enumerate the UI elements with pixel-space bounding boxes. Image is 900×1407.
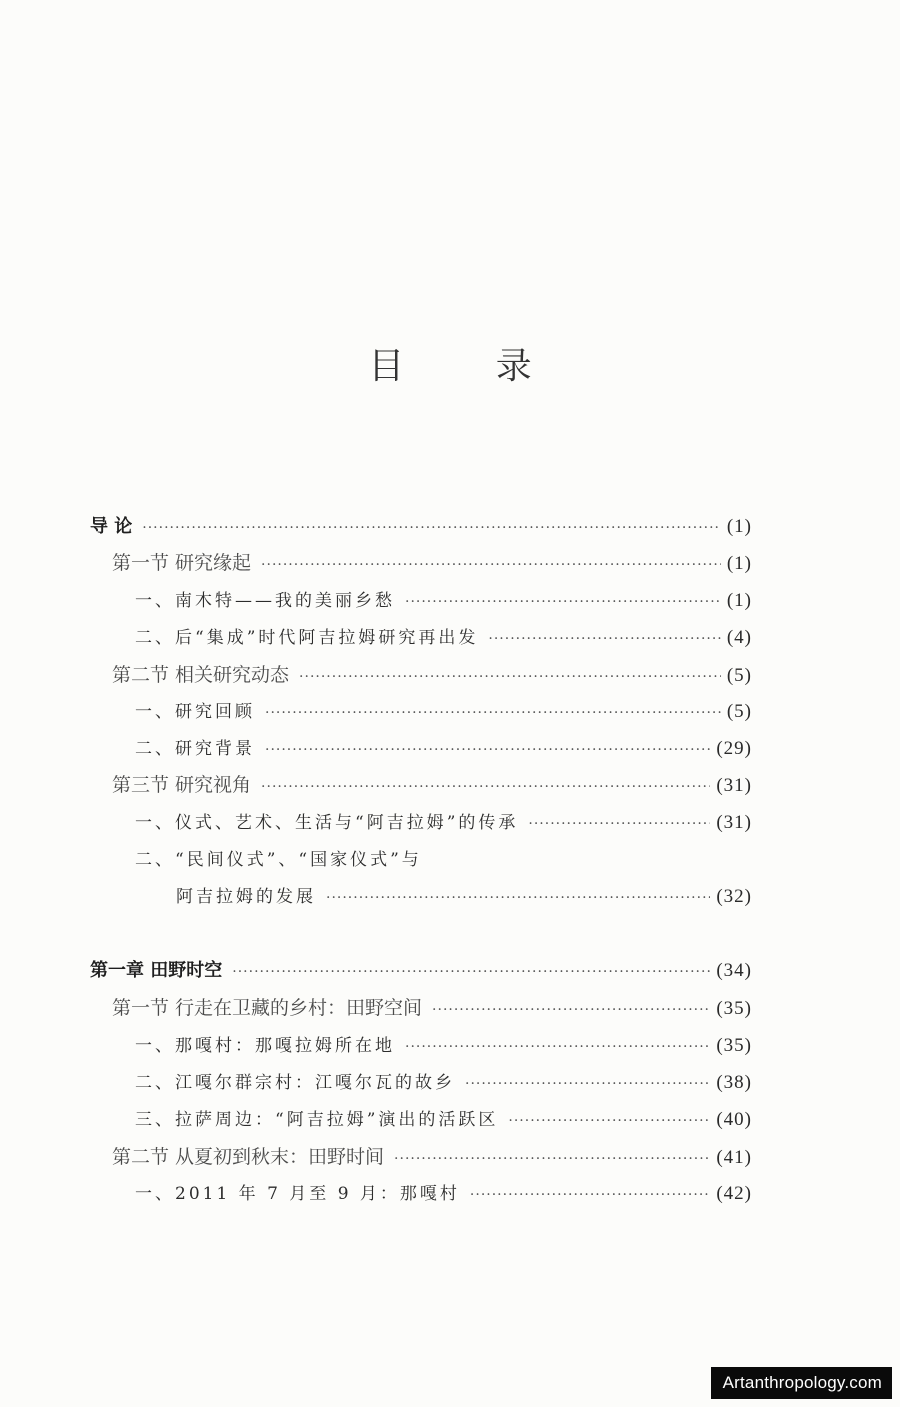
toc-entry[interactable]	[112, 770, 752, 800]
toc-entry[interactable]	[135, 734, 752, 764]
toc-entry[interactable]	[112, 548, 752, 578]
toc-leader	[261, 779, 710, 795]
toc-entry-label: 二、后“集成”时代阿吉拉姆研究再出发	[135, 628, 479, 648]
toc-entry[interactable]	[135, 1179, 752, 1209]
toc-entry-label: 第三节 研究视角	[112, 774, 252, 796]
toc-leader	[232, 964, 710, 980]
toc-entry-label: 一、研究回顾	[135, 702, 255, 722]
toc-entry[interactable]	[135, 623, 752, 653]
toc-entry[interactable]	[176, 882, 752, 912]
toc-page-number: (35)	[716, 1035, 752, 1056]
toc-leader	[265, 705, 721, 721]
toc-leader	[470, 1187, 710, 1203]
toc-page-number: (38)	[716, 1072, 752, 1093]
toc-leader	[405, 594, 721, 610]
toc-leader	[465, 1076, 710, 1092]
toc-entry-label: 导 论	[90, 516, 133, 537]
toc-entry-label: 二、“民间仪式”、“国家仪式”与	[135, 850, 422, 870]
toc-page-number: (29)	[716, 738, 752, 759]
toc-leader	[394, 1151, 710, 1167]
toc-entry-label: 三、拉萨周边：“阿吉拉姆”演出的活跃区	[135, 1110, 499, 1130]
toc-entry[interactable]	[135, 1105, 752, 1135]
toc-page-number: (4)	[726, 627, 752, 648]
toc-entry-label: 第二节 相关研究动态	[112, 664, 290, 686]
toc-leader	[261, 557, 721, 573]
toc-entry[interactable]	[135, 1031, 752, 1061]
toc-entry[interactable]	[90, 956, 752, 986]
toc-page-number: (1)	[726, 590, 752, 611]
toc-page-number: (40)	[716, 1109, 752, 1130]
toc-page-number: (5)	[726, 665, 752, 686]
toc-entry-label: 一、仪式、艺术、生活与“阿吉拉姆”的传承	[135, 813, 519, 833]
toc-page-number: (34)	[716, 960, 752, 981]
toc-entry-label: 一、南木特——我的美丽乡愁	[135, 591, 395, 611]
toc-entry[interactable]	[135, 697, 752, 727]
toc-entry-label: 第二节 从夏初到秋末：田野时间	[112, 1146, 385, 1168]
toc-page-number: (35)	[716, 998, 752, 1019]
toc-leader	[405, 1039, 710, 1055]
toc-entry-label: 一、2011 年 7 月至 9 月：那嘎村	[135, 1184, 460, 1204]
toc-leader	[508, 1113, 710, 1129]
toc-entry[interactable]	[135, 845, 752, 875]
toc-leader	[299, 669, 721, 685]
toc-entry[interactable]	[135, 808, 752, 838]
toc-entry[interactable]	[112, 660, 752, 690]
toc-page-number: (1)	[726, 553, 752, 574]
toc-page-number: (32)	[716, 886, 752, 907]
toc-entry-label: 第一章 田野时空	[90, 960, 223, 981]
toc-entry-label: 第一节 行走在卫藏的乡村：田野空间	[112, 997, 423, 1019]
toc-entry-label: 二、研究背景	[135, 739, 255, 759]
toc-entry[interactable]	[112, 993, 752, 1023]
toc-entry-label: 第一节 研究缘起	[112, 552, 252, 574]
toc-leader	[326, 890, 710, 906]
toc-leader	[142, 520, 721, 536]
toc-entry[interactable]	[90, 512, 752, 542]
toc-page-number: (1)	[726, 516, 752, 537]
toc-page-number: (31)	[716, 812, 752, 833]
watermark-label: Artanthropology.com	[711, 1367, 892, 1399]
toc-entry-label: 二、江嘎尔群宗村：江嘎尔瓦的故乡	[135, 1073, 455, 1093]
toc-page-number: (42)	[716, 1183, 752, 1204]
toc-entry[interactable]	[112, 1142, 752, 1172]
toc-leader	[265, 742, 710, 758]
toc-entry[interactable]	[135, 1068, 752, 1098]
page-title: 目 录	[368, 346, 572, 387]
toc-page-number: (31)	[716, 775, 752, 796]
toc-leader	[432, 1002, 710, 1018]
toc-entry-label: 一、那嘎村：那嘎拉姆所在地	[135, 1036, 395, 1056]
toc-page-number: (5)	[726, 701, 752, 722]
toc-leader	[488, 631, 720, 647]
toc-leader	[528, 816, 710, 832]
toc-entry[interactable]	[135, 586, 752, 616]
toc-entry-label: 阿吉拉姆的发展	[176, 887, 316, 907]
toc-page-number: (41)	[716, 1147, 752, 1168]
